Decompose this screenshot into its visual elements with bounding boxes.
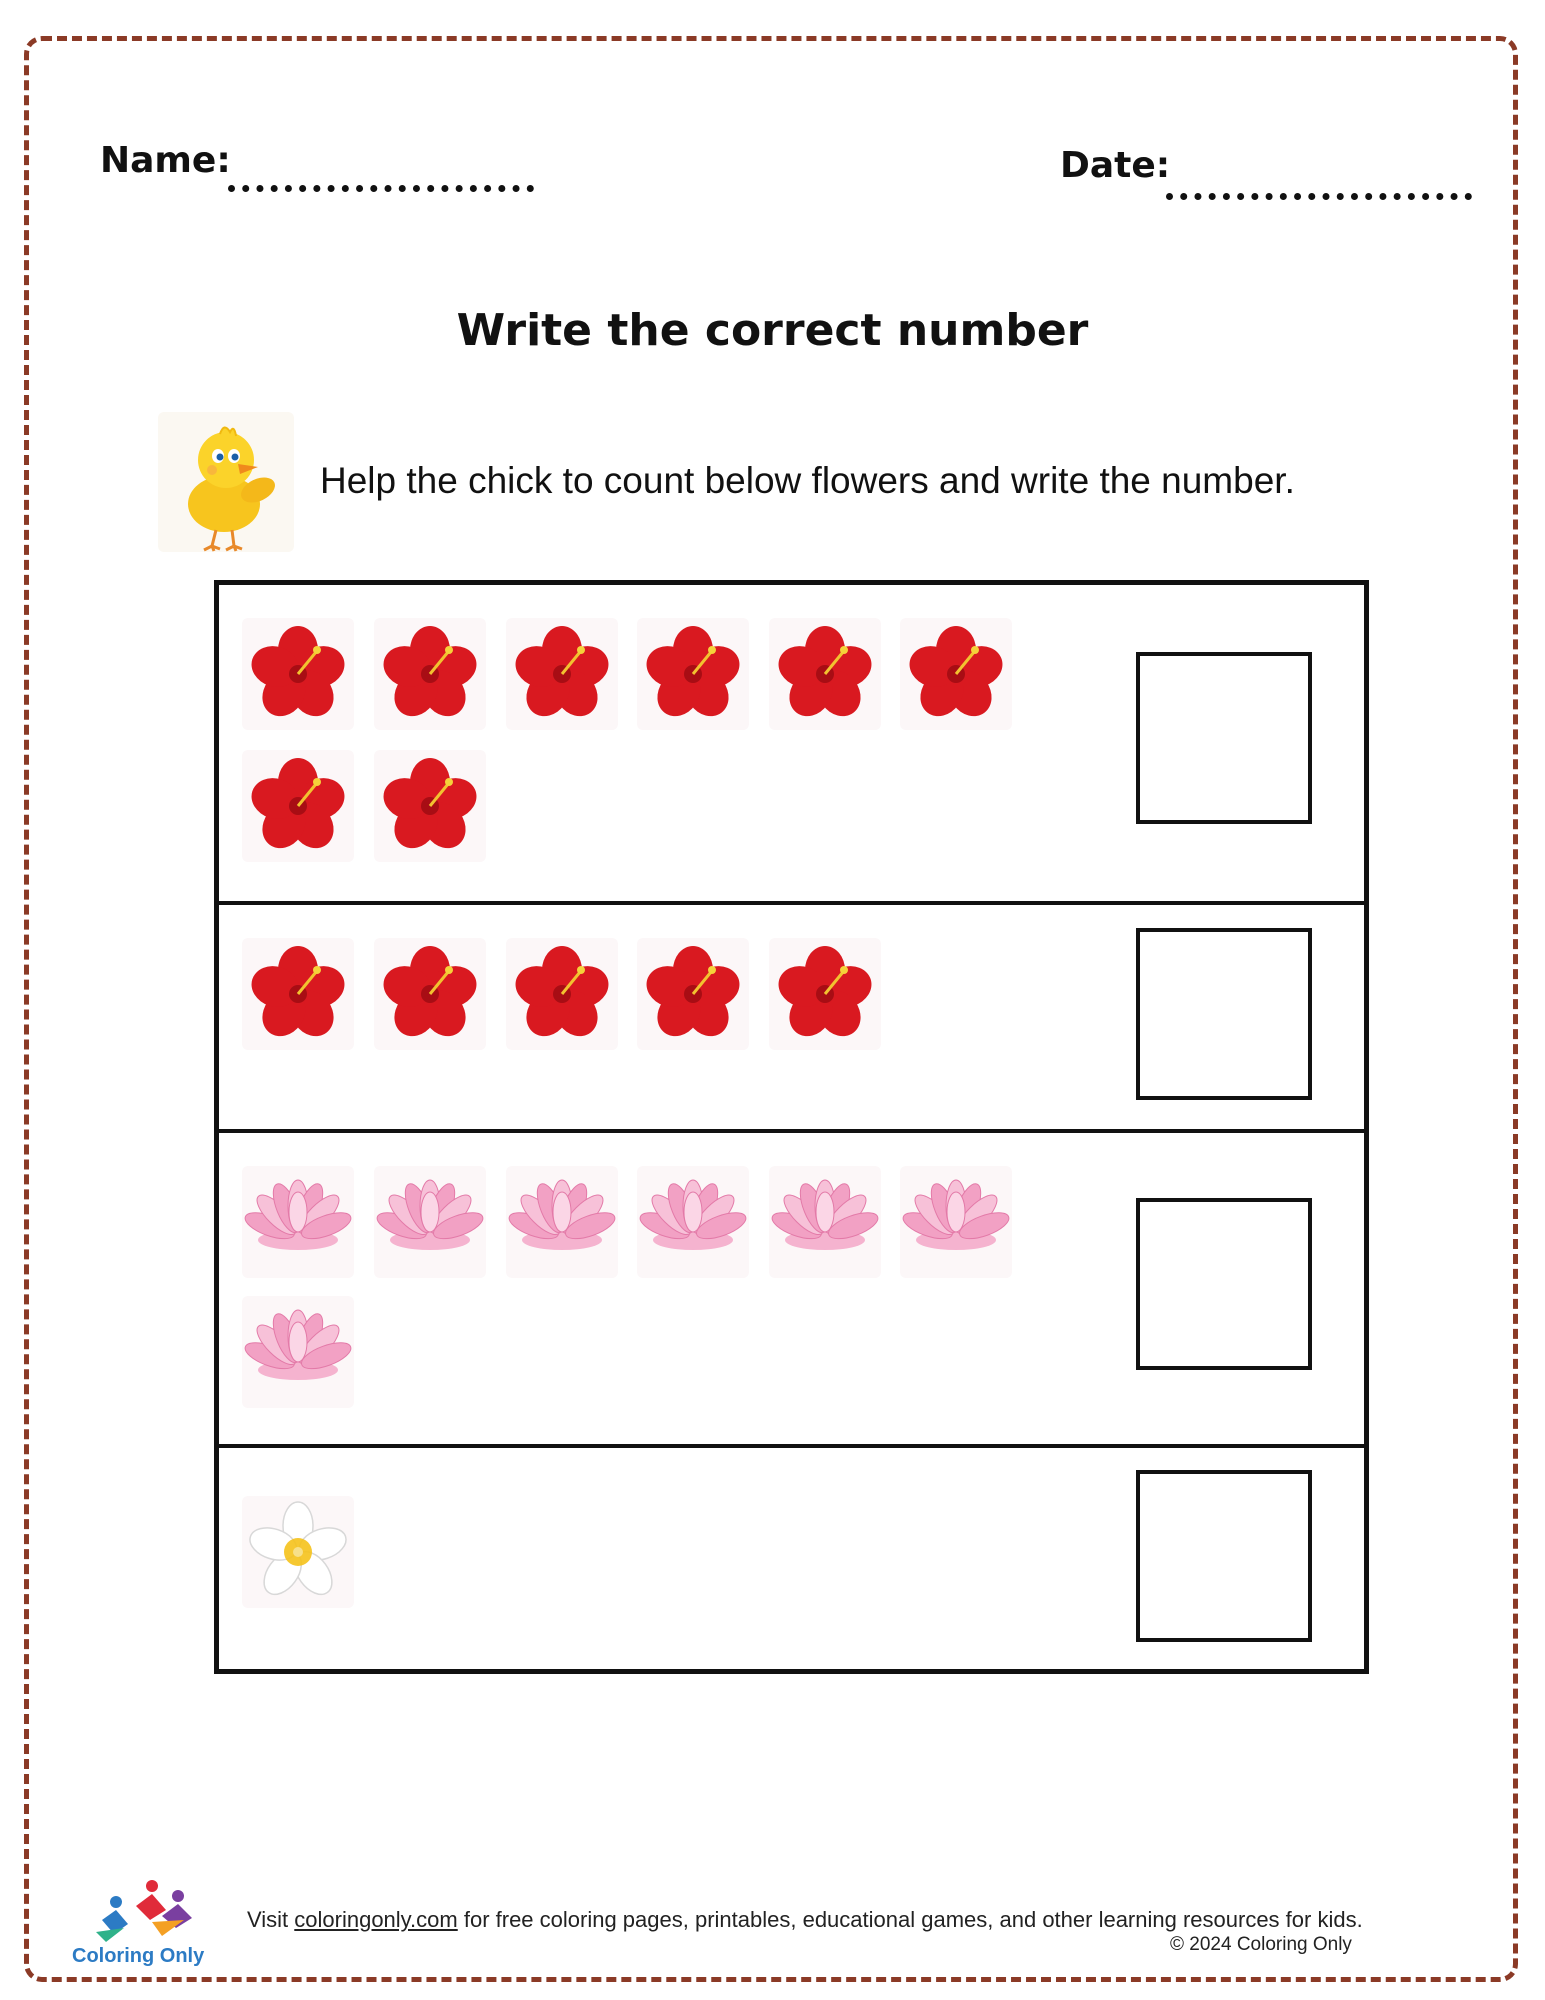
- page-title: Write the correct number: [456, 305, 1089, 356]
- answer-box[interactable]: [1136, 928, 1312, 1100]
- footer-text: [247, 1904, 1407, 1935]
- copyright: © 2024 Coloring Only: [1170, 1934, 1352, 1955]
- instruction-text: Help the chick to count below flowers and write the number.: [320, 460, 1295, 501]
- date-label: Date:: [1060, 145, 1171, 186]
- answer-box[interactable]: [1136, 1470, 1312, 1642]
- red-hibiscus-icon: [242, 618, 354, 730]
- pink-lotus-icon: [506, 1166, 618, 1278]
- logo-text: Coloring Only: [72, 1945, 205, 1967]
- red-hibiscus-icon: [506, 618, 618, 730]
- pink-lotus-icon: [242, 1296, 354, 1408]
- red-hibiscus-icon: [374, 750, 486, 862]
- answer-box[interactable]: [1136, 652, 1312, 824]
- red-hibiscus-icon: [242, 938, 354, 1050]
- red-hibiscus-icon: [506, 938, 618, 1050]
- footer-prefix: Visit: [247, 1907, 295, 1932]
- pink-lotus-icon: [242, 1166, 354, 1278]
- pink-lotus-icon: [637, 1166, 749, 1278]
- counting-table: [214, 580, 1369, 1674]
- red-hibiscus-icon: [374, 938, 486, 1050]
- pink-lotus-icon: [374, 1166, 486, 1278]
- table-row: [219, 1129, 1364, 1444]
- red-hibiscus-icon: [769, 618, 881, 730]
- chick-icon: [158, 412, 294, 552]
- table-row: [219, 901, 1364, 1129]
- white-plumeria-icon: [242, 1496, 354, 1608]
- red-hibiscus-icon: [374, 618, 486, 730]
- red-hibiscus-icon: [900, 618, 1012, 730]
- red-hibiscus-icon: [637, 618, 749, 730]
- red-hibiscus-icon: [637, 938, 749, 1050]
- answer-box[interactable]: [1136, 1198, 1312, 1370]
- date-field[interactable]: [1166, 193, 1472, 200]
- footer-link[interactable]: coloringonly.com: [294, 1907, 458, 1932]
- pink-lotus-icon: [769, 1166, 881, 1278]
- red-hibiscus-icon: [769, 938, 881, 1050]
- name-label: Name:: [100, 140, 231, 181]
- table-row: [219, 585, 1364, 901]
- footer-suffix: for free coloring pages, printables, educational games, and other learning resources for kids.: [457, 1907, 1363, 1932]
- table-row: [219, 1444, 1364, 1669]
- red-hibiscus-icon: [242, 750, 354, 862]
- pink-lotus-icon: [900, 1166, 1012, 1278]
- name-field[interactable]: [228, 185, 534, 192]
